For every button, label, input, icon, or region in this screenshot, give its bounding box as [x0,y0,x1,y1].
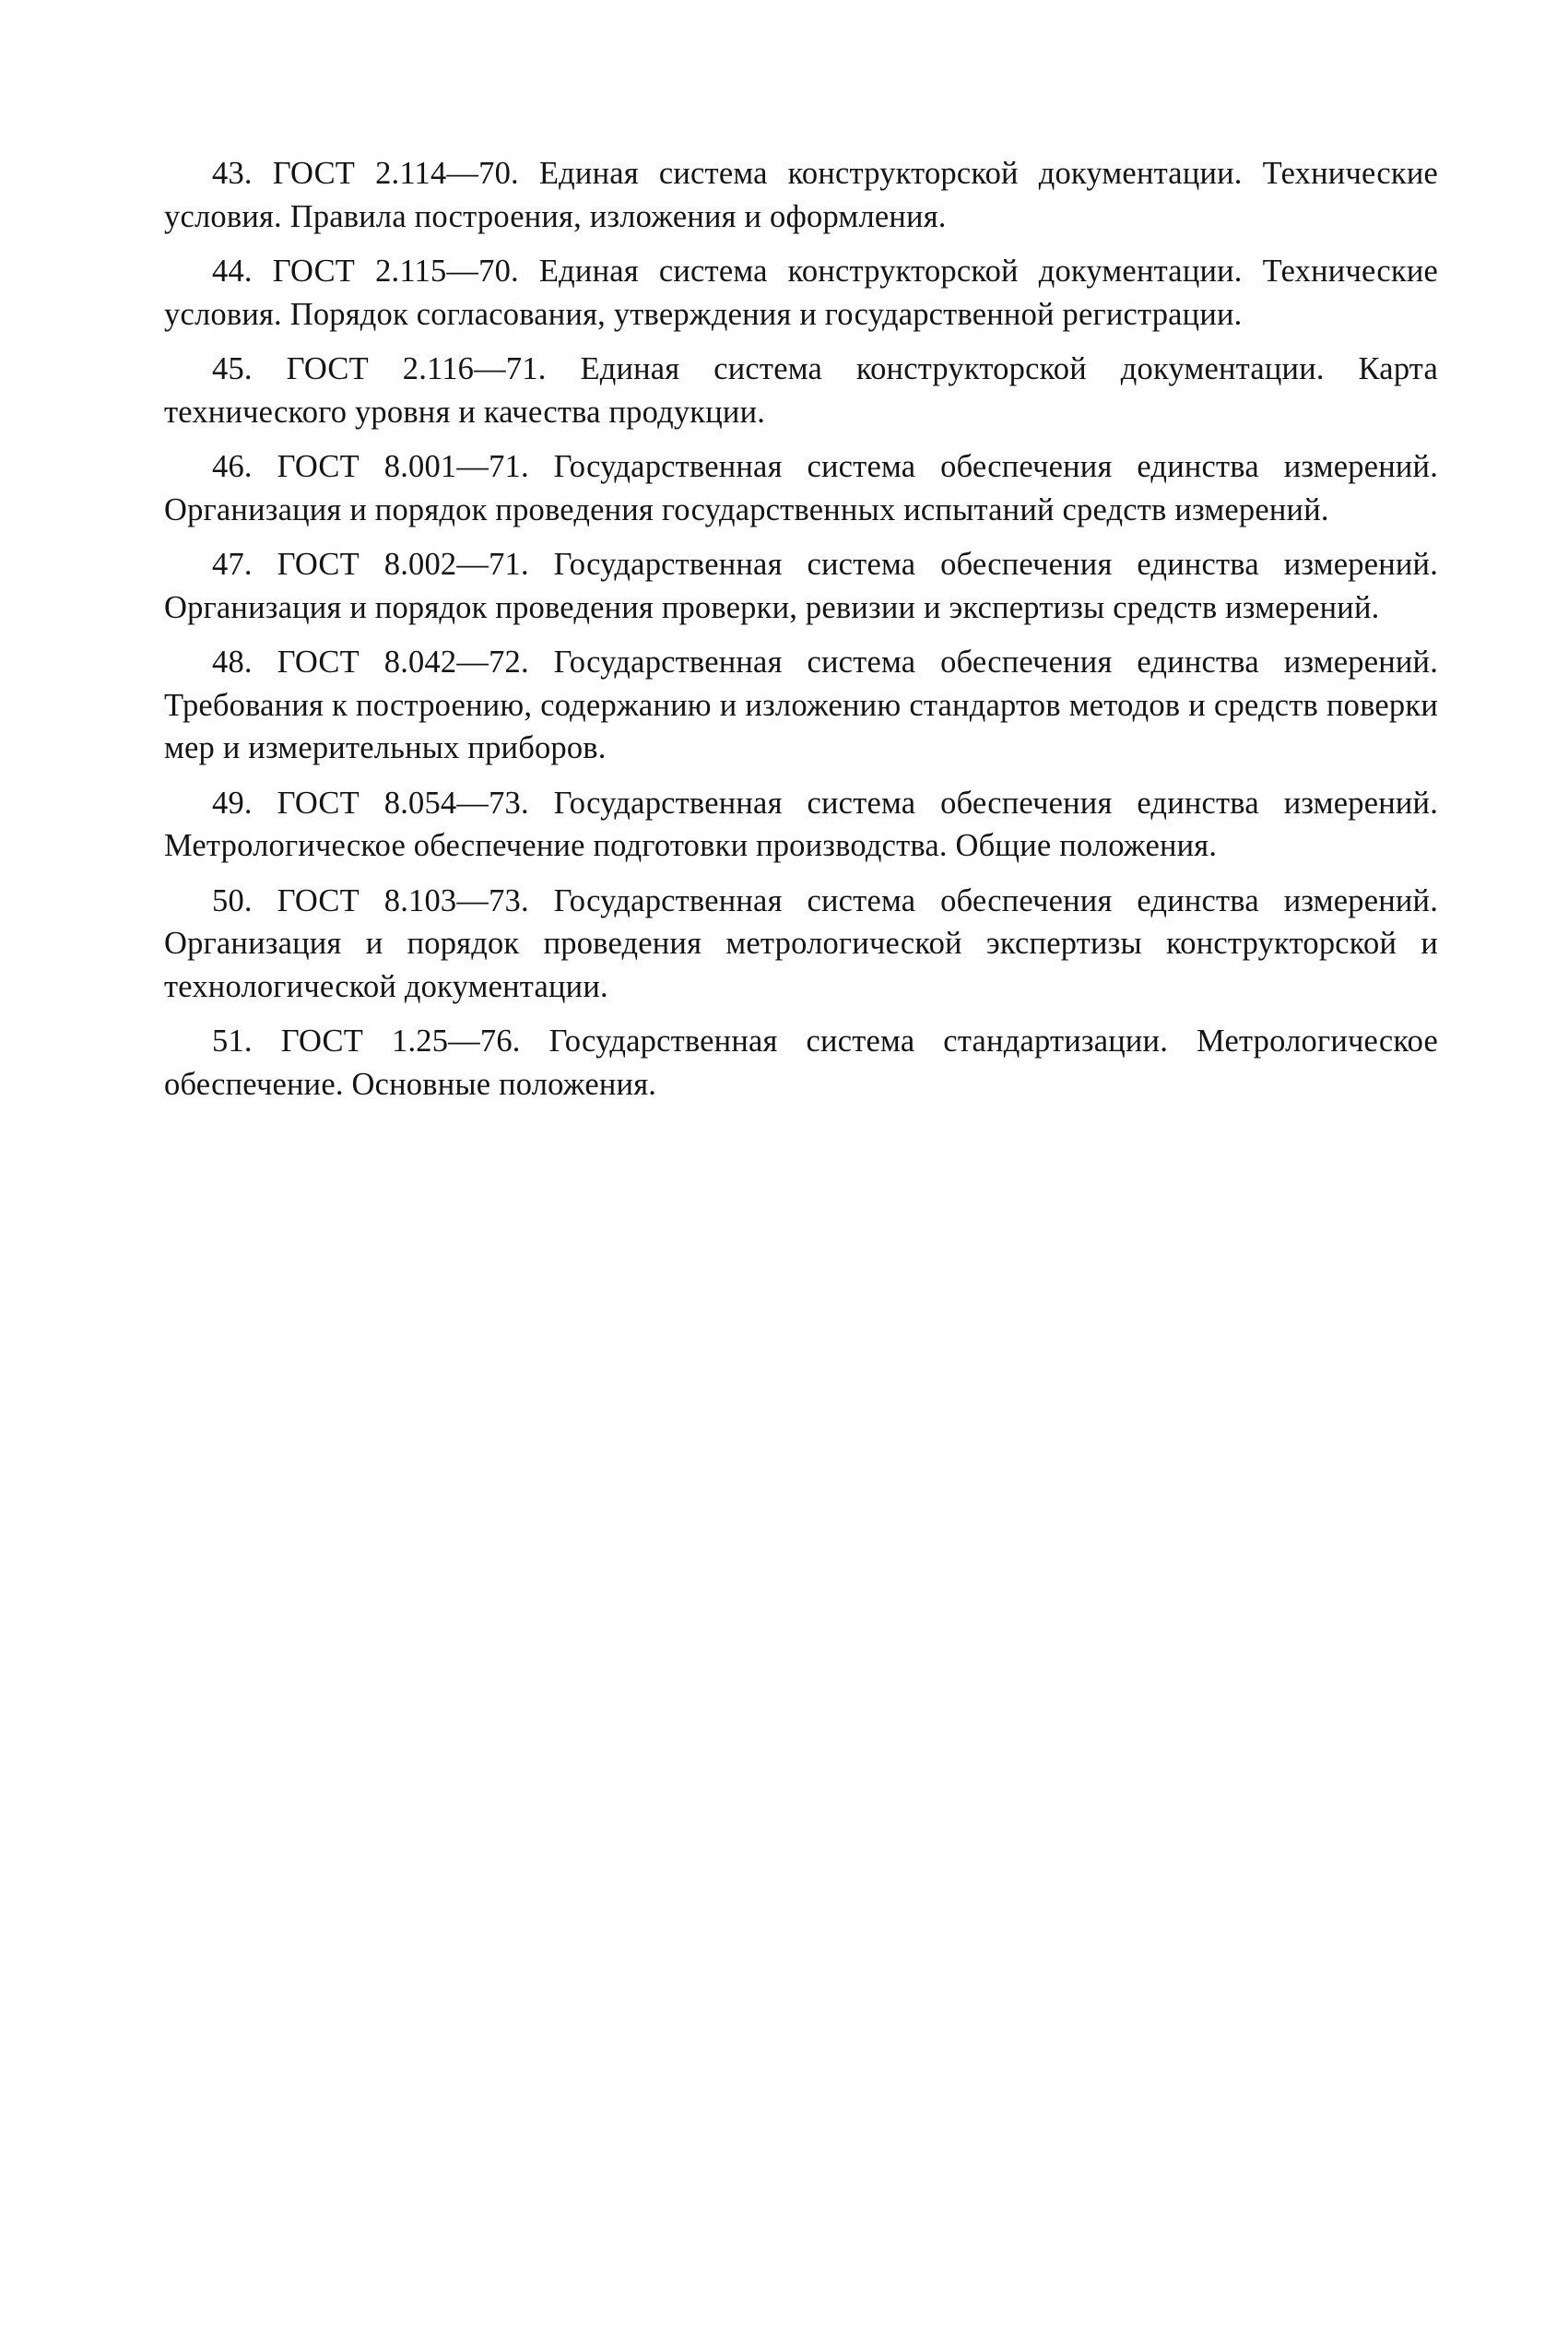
reference-code: ГОСТ 8.054—73. [277,785,529,821]
reference-code: ГОСТ 2.116—71. [286,351,547,386]
reference-item-49 [164,782,1438,868]
reference-title: Государственная система обеспечения единства измерений. Требования к построению, содержанию и изложению стандартов методов и средств поверки мер и измерительных приборов. [164,645,1439,765]
reference-number: 47. [212,547,253,582]
reference-number: 46. [212,449,253,484]
reference-code: ГОСТ 8.002—71. [277,547,529,582]
reference-number: 45. [212,351,253,386]
reference-title: Государственная система обеспечения единства измерений. Организация и порядок проведения метрологической экспертизы конструкторской и технологической документации. [164,882,1439,1004]
reference-title: Государственная система обеспечения единства измерений. Организация и порядок проведения государственных испытаний средств измерений. [164,449,1439,527]
reference-code: ГОСТ 8.103—73. [277,882,529,918]
reference-item-44 [164,250,1438,336]
reference-title: Государственная система обеспечения единства измерений. Метрологическое обеспечение подготовки производства. Общие положения. [164,785,1439,863]
reference-item-43 [164,152,1438,238]
reference-code: ГОСТ 1.25—76. [280,1024,521,1059]
reference-item-50 [164,880,1438,1009]
reference-number: 43. [212,156,253,191]
reference-item-47 [164,543,1438,629]
reference-code: ГОСТ 2.114—70. [272,156,519,191]
reference-code: ГОСТ 8.042—72. [277,645,529,680]
reference-item-46 [164,445,1438,531]
reference-item-51 [164,1020,1438,1106]
reference-code: ГОСТ 8.001—71. [277,449,529,484]
reference-number: 50. [212,882,253,918]
reference-title: Государственная система обеспечения единства измерений. Организация и порядок проведения проверки, ревизии и экспертизы средств измерений. [164,547,1439,625]
reference-list [164,152,1438,1118]
reference-code: ГОСТ 2.115—70. [272,254,519,289]
reference-number: 48. [212,645,253,680]
reference-title: Единая система конструкторской документации. Технические условия. Порядок согласования, утверждения и государственной регистрации. [164,254,1439,332]
reference-title: Единая система конструкторской документации. Карта технического уровня и качества продукции. [164,351,1439,430]
reference-item-48 [164,641,1438,770]
reference-item-45 [164,348,1438,433]
reference-title: Государственная система стандартизации. Метрологическое обеспечение. Основные положения. [164,1024,1439,1102]
reference-number: 49. [212,785,253,821]
reference-number: 51. [212,1024,253,1059]
reference-title: Единая система конструкторской документации. Технические условия. Правила построения, изложения и оформления. [164,156,1439,234]
reference-number: 44. [212,254,253,289]
